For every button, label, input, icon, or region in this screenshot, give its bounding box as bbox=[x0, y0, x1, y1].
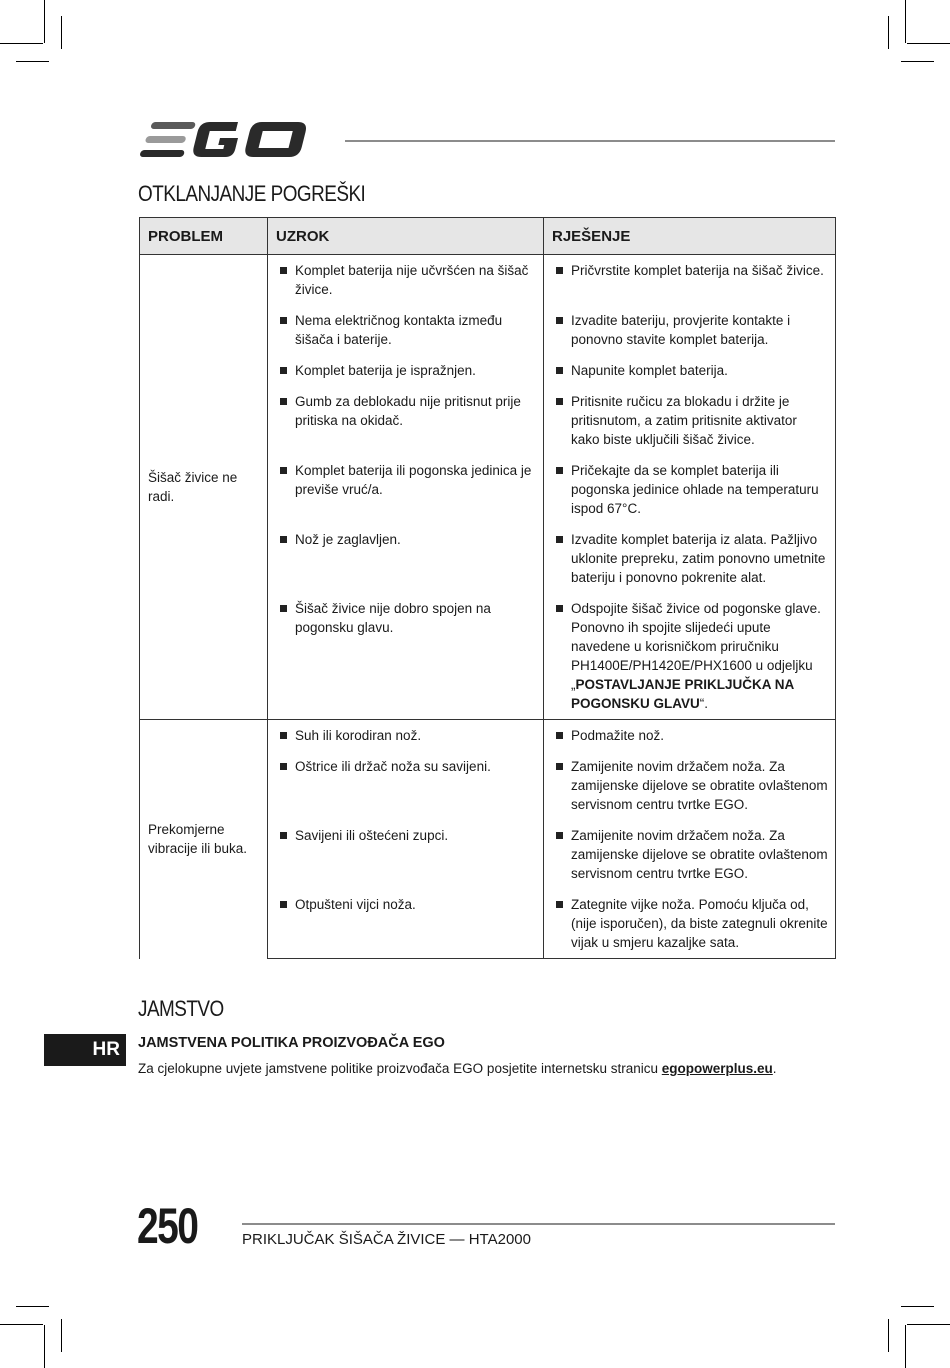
bullet-square-icon bbox=[556, 763, 563, 770]
bullet-square-icon bbox=[280, 536, 287, 543]
cause-cell bbox=[268, 524, 544, 593]
cause-cell bbox=[268, 889, 544, 959]
cause-text: Komplet baterija je ispražnjen. bbox=[295, 363, 476, 378]
cause-text: Gumb za deblokadu nije pritisnut prije pritiska na okidač. bbox=[295, 394, 521, 428]
solution-cell bbox=[544, 889, 836, 959]
cause-text: Komplet baterija nije učvršćen na šišač živice. bbox=[295, 263, 529, 297]
cause-cell bbox=[268, 593, 544, 720]
crop-mark bbox=[907, 1324, 950, 1325]
cause-text: Suh ili korodiran nož. bbox=[295, 728, 422, 743]
crop-mark bbox=[0, 1324, 43, 1325]
cause-cell bbox=[268, 455, 544, 524]
solution-text: Podmažite nož. bbox=[571, 728, 665, 743]
crop-mark bbox=[888, 1319, 889, 1352]
warranty-text-body: Za cjelokupne uvjete jamstvene politike proizvođača EGO posjetite internetsku stranicu bbox=[138, 1061, 662, 1076]
crop-mark bbox=[16, 61, 49, 62]
cause-cell bbox=[268, 255, 544, 306]
solution-text: Izvadite bateriju, provjerite kontakte i ponovno stavite komplet baterija. bbox=[571, 313, 791, 347]
table-header-row bbox=[140, 218, 836, 255]
cause-text: Šišač živice nije dobro spojen na pogonsku glavu. bbox=[295, 601, 491, 635]
column-header-problem: PROBLEM bbox=[140, 218, 268, 255]
crop-mark bbox=[61, 16, 62, 49]
solution-cell bbox=[544, 355, 836, 386]
bullet-square-icon bbox=[280, 467, 287, 474]
cause-text: Oštrice ili držač noža su savijeni. bbox=[295, 759, 491, 774]
solution-text-part: Odspojite šišač živice od pogonske glave. Ponovno ih spojite slijedeći upute navedene u korisničkom priručniku PH1400E/PH1420E/PHX1600 u odjeljku „ bbox=[571, 601, 821, 692]
solution-cell bbox=[544, 720, 836, 752]
crop-mark bbox=[44, 1325, 45, 1368]
solution-cell bbox=[544, 455, 836, 524]
bullet-square-icon bbox=[556, 367, 563, 374]
solution-cell bbox=[544, 524, 836, 593]
solution-text: Zamijenite novim držačem noža. Za zamijenske dijelove se obratite ovlaštenom servisnom centru tvrtke EGO. bbox=[571, 828, 828, 881]
cause-cell bbox=[268, 386, 544, 455]
crop-mark bbox=[61, 1319, 62, 1352]
cause-cell bbox=[268, 355, 544, 386]
solution-cell bbox=[544, 305, 836, 355]
column-header-solution: RJEŠENJE bbox=[544, 218, 836, 255]
cause-cell bbox=[268, 820, 544, 889]
bullet-square-icon bbox=[556, 267, 563, 274]
language-tab: HR bbox=[44, 1034, 126, 1066]
bullet-square-icon bbox=[280, 317, 287, 324]
solution-text: Pritisnite ručicu za blokadu i držite je pritisnutom, a zatim pritisnite aktivator kako biste uključili šišač živice. bbox=[571, 394, 797, 447]
solution-text-tail: “. bbox=[699, 696, 709, 711]
crop-mark bbox=[0, 43, 43, 44]
troubleshooting-table bbox=[139, 217, 836, 959]
table-row bbox=[140, 720, 836, 752]
bullet-square-icon bbox=[280, 732, 287, 739]
cause-cell bbox=[268, 720, 544, 752]
warranty-subtitle: JAMSTVENA POLITIKA PROIZVOĐAČA EGO bbox=[138, 1035, 445, 1051]
cause-text: Otpušteni vijci noža. bbox=[295, 897, 416, 912]
footer-title: PRIKLJUČAK ŠIŠAČA ŽIVICE — HTA2000 bbox=[242, 1231, 531, 1248]
warranty-text-end: . bbox=[772, 1061, 777, 1076]
crop-mark bbox=[888, 16, 889, 49]
bullet-square-icon bbox=[556, 732, 563, 739]
bullet-square-icon bbox=[280, 901, 287, 908]
header-rule bbox=[345, 140, 835, 142]
solution-text: Zamijenite novim držačem noža. Za zamijenske dijelove se obratite ovlaštenom servisnom centru tvrtke EGO. bbox=[571, 759, 828, 812]
warranty-text bbox=[138, 1061, 777, 1076]
cause-text: Nema električnog kontakta između šišača i baterije. bbox=[295, 313, 503, 347]
solution-text: Izvadite komplet baterija iz alata. Pažljivo uklonite prepreku, zatim ponovno umetnite bateriju i ponovno pokrenite alat. bbox=[571, 532, 826, 585]
solution-cell bbox=[544, 593, 836, 720]
solution-cell bbox=[544, 386, 836, 455]
problem-cell: Šišač živice ne radi. bbox=[140, 255, 268, 720]
solution-text: Pričvrstite komplet baterija na šišač živice. bbox=[571, 263, 824, 278]
cause-cell bbox=[268, 305, 544, 355]
solution-text-bold: POSTAVLJANJE PRIKLJUČKA NA POGONSKU GLAVU bbox=[571, 677, 794, 711]
bullet-square-icon bbox=[280, 367, 287, 374]
crop-mark bbox=[905, 0, 906, 43]
cause-cell bbox=[268, 751, 544, 820]
bullet-square-icon bbox=[556, 832, 563, 839]
solution-text: Pričekajte da se komplet baterija ili pogonska jedinice ohlade na temperaturu ispod 67°C. bbox=[571, 463, 819, 516]
section-title-warranty: JAMSTVO bbox=[138, 996, 224, 1021]
bullet-square-icon bbox=[280, 763, 287, 770]
page-number: 250 bbox=[137, 1198, 198, 1254]
bullet-square-icon bbox=[556, 398, 563, 405]
ego-logo bbox=[139, 118, 329, 162]
bullet-square-icon bbox=[280, 267, 287, 274]
solution-cell bbox=[544, 820, 836, 889]
crop-mark bbox=[901, 61, 934, 62]
bullet-square-icon bbox=[556, 605, 563, 612]
footer-rule bbox=[242, 1223, 835, 1225]
section-title-troubleshooting: OTKLANJANJE POGREŠKI bbox=[138, 181, 366, 206]
cause-text: Nož je zaglavljen. bbox=[295, 532, 401, 547]
solution-text: Napunite komplet baterija. bbox=[571, 363, 728, 378]
bullet-square-icon bbox=[556, 467, 563, 474]
solution-cell bbox=[544, 255, 836, 306]
solution-text bbox=[571, 599, 829, 713]
table-row bbox=[140, 255, 836, 306]
crop-mark bbox=[905, 1325, 906, 1368]
column-header-cause: UZROK bbox=[268, 218, 544, 255]
bullet-square-icon bbox=[280, 398, 287, 405]
warranty-link[interactable]: egopowerplus.eu bbox=[661, 1061, 773, 1076]
solution-text: Zategnite vijke noža. Pomoću ključa od, (nije isporučen), da biste zategnuli okrenite vijak u smjeru kazaljke sata. bbox=[571, 897, 828, 950]
cause-text: Komplet baterija ili pogonska jedinica je previše vruć/a. bbox=[295, 463, 532, 497]
bullet-square-icon bbox=[556, 317, 563, 324]
crop-mark bbox=[16, 1306, 49, 1307]
cause-text: Savijeni ili oštećeni zupci. bbox=[295, 828, 449, 843]
crop-mark bbox=[901, 1306, 934, 1307]
bullet-square-icon bbox=[280, 832, 287, 839]
bullet-square-icon bbox=[556, 536, 563, 543]
bullet-square-icon bbox=[556, 901, 563, 908]
problem-cell: Prekomjerne vibracije ili buka. bbox=[140, 720, 268, 959]
crop-mark bbox=[907, 43, 950, 44]
bullet-square-icon bbox=[280, 605, 287, 612]
crop-mark bbox=[44, 0, 45, 43]
solution-cell bbox=[544, 751, 836, 820]
